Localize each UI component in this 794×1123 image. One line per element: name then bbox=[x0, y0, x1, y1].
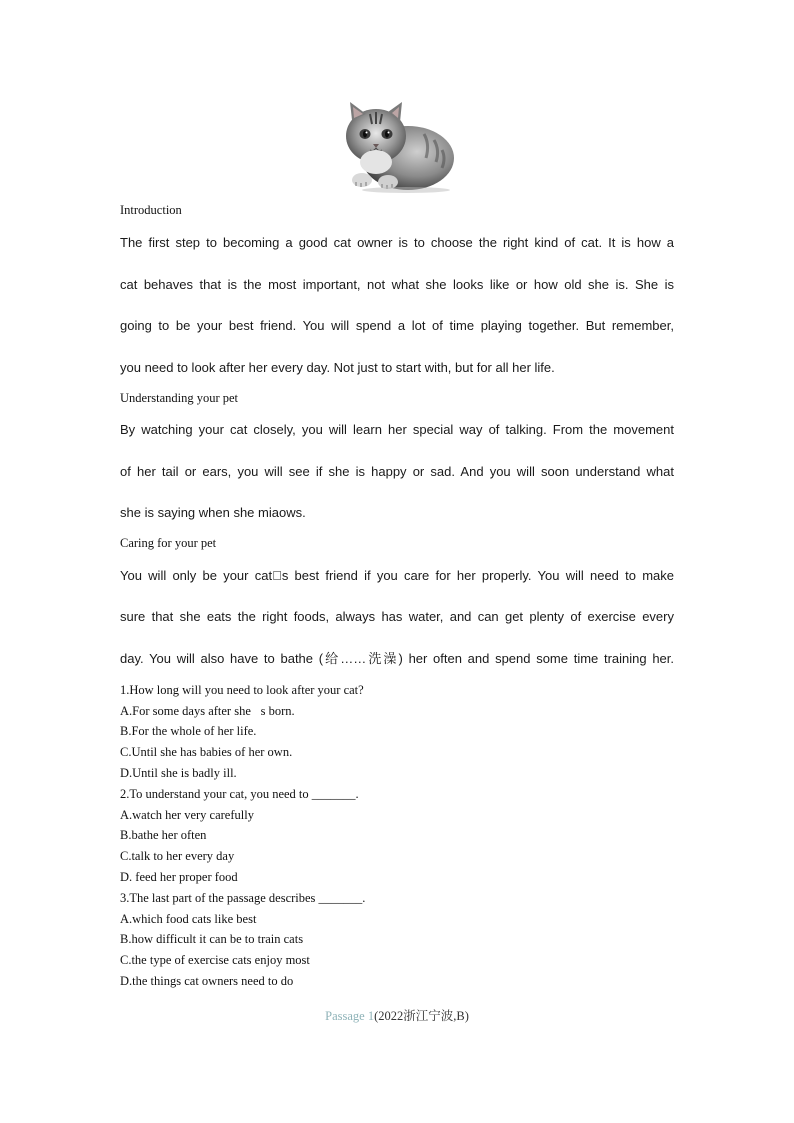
cat-photo bbox=[336, 100, 458, 194]
paragraph-line: sure that she eats the right foods, always has water, and can get plenty of exercise every bbox=[120, 609, 674, 624]
passage-source: (2022浙江宁波,B) bbox=[374, 1009, 469, 1023]
section-heading-understanding: Understanding your pet bbox=[120, 391, 239, 405]
paragraph-line: of her tail or ears, you will see if she is happy or sad. And you will soon understand what bbox=[120, 464, 674, 479]
answer-option: C.the type of exercise cats enjoy most bbox=[120, 953, 310, 967]
answer-option: B.For the whole of her life. bbox=[120, 724, 257, 738]
paragraph-line: You will only be your cat s best friend if you care for her properly. You will need to make bbox=[120, 568, 674, 583]
passage-label: Passage 1 bbox=[325, 1009, 375, 1023]
answer-option: D. feed her proper food bbox=[120, 870, 238, 884]
paragraph-line: The first step to becoming a good cat owner is to choose the right kind of cat. It is how a bbox=[120, 235, 674, 250]
question-stem: 2.To understand your cat, you need to _______. bbox=[120, 787, 359, 801]
answer-option: C.Until she has babies of her own. bbox=[120, 745, 293, 759]
answer-option: D.the things cat owners need to do bbox=[120, 974, 294, 988]
paragraph-line: going to be your best friend. You will spend a lot of time playing together. But remember, bbox=[120, 318, 674, 333]
paragraph-line: By watching your cat closely, you will learn her special way of talking. From the movement bbox=[120, 422, 674, 437]
paragraph-line: you need to look after her every day. Not just to start with, but for all her life. bbox=[120, 360, 555, 375]
answer-option: A.which food cats like best bbox=[120, 912, 257, 926]
page-footer bbox=[0, 1006, 794, 1024]
section-heading-caring: Caring for your pet bbox=[120, 536, 217, 550]
section-heading-introduction: Introduction bbox=[120, 203, 182, 217]
answer-option: D.Until she is badly ill. bbox=[120, 766, 237, 780]
answer-option: A.For some days after she s born. bbox=[120, 704, 295, 718]
answer-option: B.how difficult it can be to train cats bbox=[120, 932, 304, 946]
answer-option: A.watch her very carefully bbox=[120, 808, 254, 822]
question-stem: 1.How long will you need to look after your cat? bbox=[120, 683, 364, 697]
answer-option: C.talk to her every day bbox=[120, 849, 235, 863]
paragraph-line: cat behaves that is the most important, not what she looks like or how old she is. She is bbox=[120, 277, 674, 292]
answer-option: B.bathe her often bbox=[120, 828, 207, 842]
question-stem: 3.The last part of the passage describes _______. bbox=[120, 891, 366, 905]
paragraph-line: day. You will also have to bathe (给……洗澡) her often and spend some time training her. bbox=[120, 651, 674, 666]
paragraph-line: she is saying when she miaows. bbox=[120, 505, 306, 520]
